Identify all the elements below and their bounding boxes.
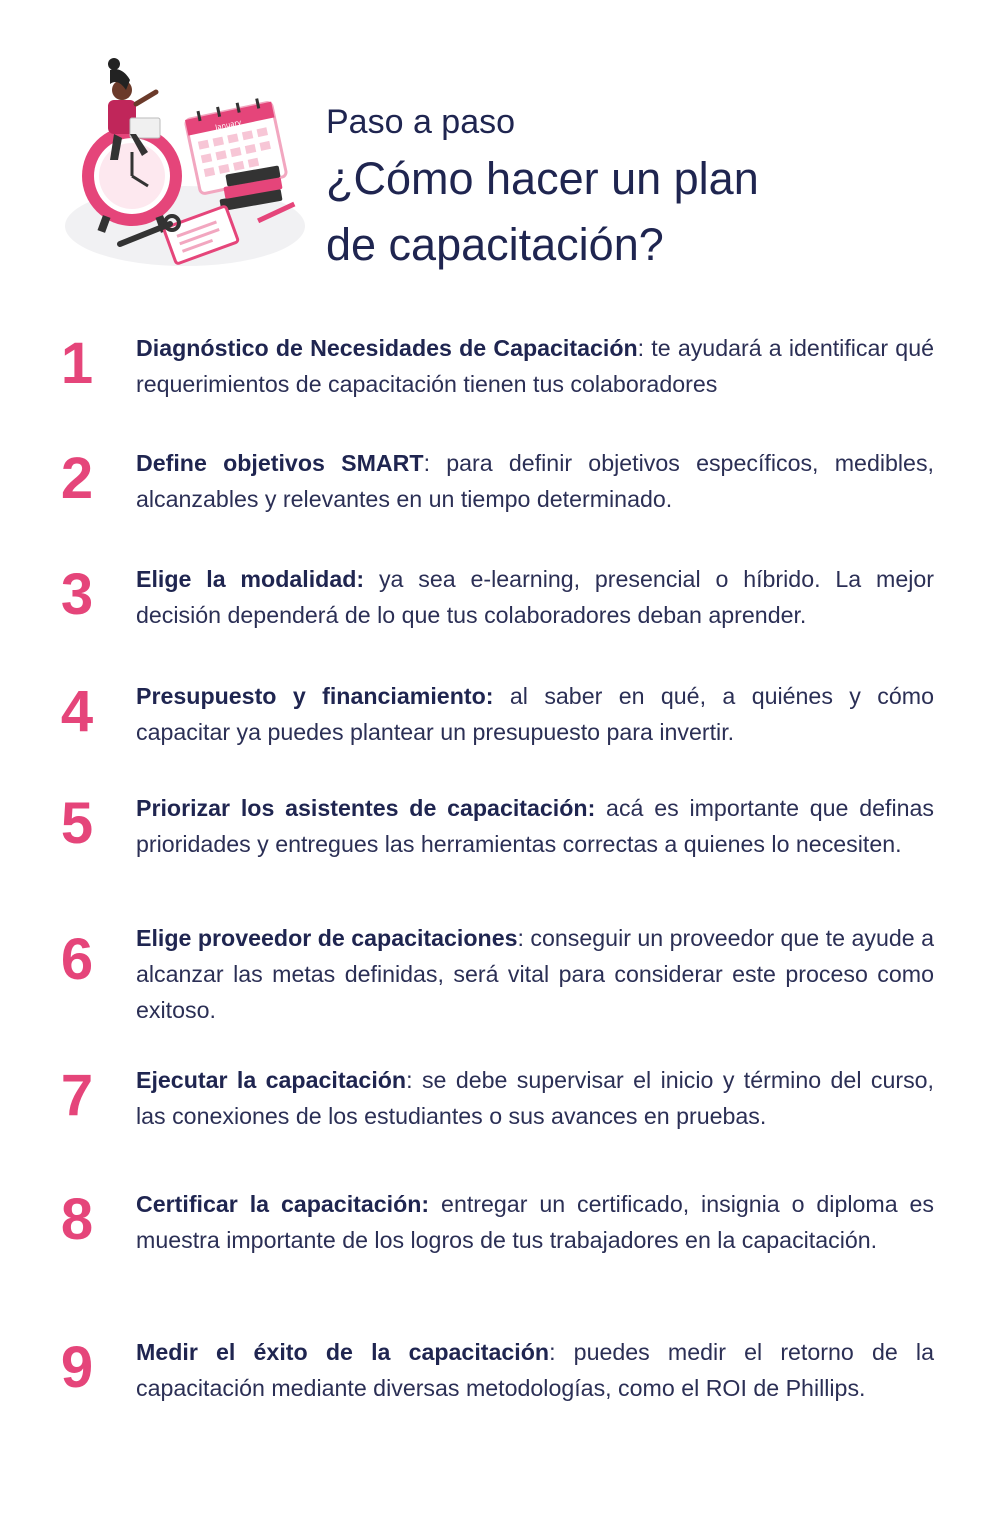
header-kicker: Paso a paso xyxy=(326,103,516,141)
step-number: 7 xyxy=(60,1063,94,1128)
step-number: 4 xyxy=(60,679,94,744)
step-number: 5 xyxy=(60,791,94,856)
step-title: Presupuesto y financiamiento: xyxy=(136,683,494,709)
step-number: 9 xyxy=(60,1335,94,1400)
step-body: : puedes medir el retorno de la capacitación mediante diversas metodologías, como el ROI de Phillips. xyxy=(136,1339,934,1401)
step-text xyxy=(136,790,934,862)
page-title-line2: de capacitación? xyxy=(326,219,664,270)
step-title: Elige proveedor de capacitaciones xyxy=(136,925,518,951)
step-body: ya sea e-learning, presencial o híbrido. La mejor decisión dependerá de lo que tus colaboradores deban aprender. xyxy=(136,566,934,628)
step-body: entregar un certificado, insignia o diploma es muestra importante de los logros de tus trabajadores en la capacitación. xyxy=(136,1191,934,1253)
step-title: Elige la modalidad: xyxy=(136,566,365,592)
step-body: : te ayudará a identificar qué requerimientos de capacitación tienen tus colaboradores xyxy=(136,335,934,397)
step-body: al saber en qué, a quiénes y cómo capacitar ya puedes plantear un presupuesto para invertir. xyxy=(136,683,934,745)
step-number: 1 xyxy=(60,331,94,396)
step-body: : para definir objetivos específicos, medibles, alcanzables y relevantes en un tiempo determinado. xyxy=(136,450,934,512)
page-title-line1: ¿Cómo hacer un plan xyxy=(326,153,759,204)
step-text xyxy=(136,678,934,750)
header-illustration xyxy=(60,48,320,278)
step-number: 8 xyxy=(60,1187,94,1252)
step-title: Define objetivos SMART xyxy=(136,450,424,476)
step-text xyxy=(136,1334,934,1406)
step-body: : conseguir un proveedor que te ayude a alcanzar las metas definidas, será vital para considerar este proceso como exitoso. xyxy=(136,925,934,1023)
step-title: Diagnóstico de Necesidades de Capacitación xyxy=(136,335,638,361)
step-number: 2 xyxy=(60,446,94,511)
step-text xyxy=(136,1186,934,1258)
step-title: Priorizar los asistentes de capacitación: xyxy=(136,795,596,821)
step-text xyxy=(136,330,934,402)
svg-text:January: January xyxy=(214,118,243,132)
step-text xyxy=(136,1062,934,1134)
step-text xyxy=(136,561,934,633)
step-title: Certificar la capacitación: xyxy=(136,1191,430,1217)
step-title: Medir el éxito de la capacitación xyxy=(136,1339,550,1365)
planning-illustration-icon xyxy=(60,48,320,278)
step-title: Ejecutar la capacitación xyxy=(136,1067,407,1093)
step-number: 3 xyxy=(60,562,94,627)
step-number: 6 xyxy=(60,927,94,992)
step-text xyxy=(136,445,934,517)
step-text xyxy=(136,920,934,1028)
step-body: : se debe supervisar el inicio y término del curso, las conexiones de los estudiantes o sus avances en pruebas. xyxy=(136,1067,935,1129)
step-body: acá es importante que definas prioridades y entregues las herramientas correctas a quienes lo necesiten. xyxy=(136,795,934,857)
header xyxy=(326,100,966,278)
page-title xyxy=(326,146,966,278)
